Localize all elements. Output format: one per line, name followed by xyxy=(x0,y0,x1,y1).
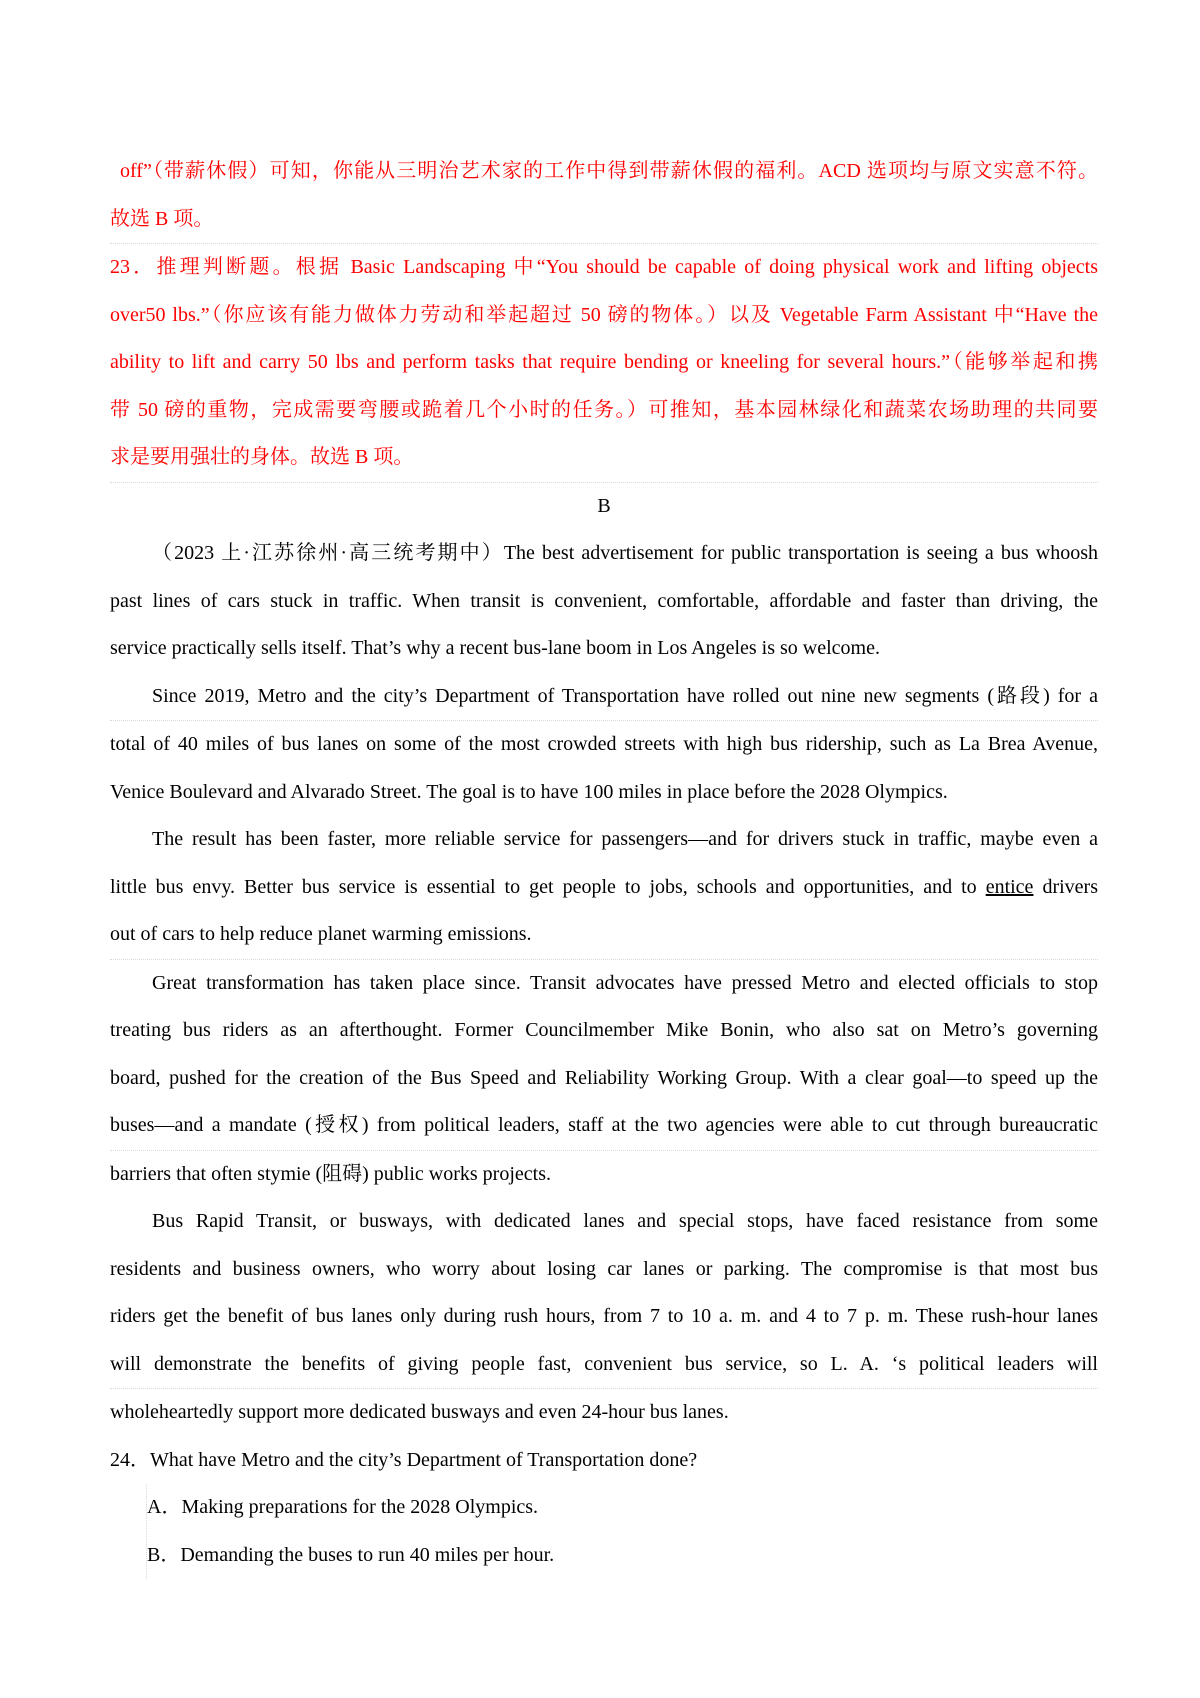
question-24-options xyxy=(146,1484,1098,1579)
passage-p5-line-4: will demonstrate the benefits of giving people fast, convenient bus service, so L. A. ‘s political leaders will xyxy=(110,1341,1098,1390)
passage-p4-line-5: barriers that often stymie (阻碍) public works projects. xyxy=(110,1162,551,1185)
underlined-word-entice: entice xyxy=(985,875,1034,898)
explanation-23-line-4: 带 50 磅的重物，完成需要弯腰或跪着几个小时的任务。）可推知，基本园林绿化和蔬菜农场助理的共同要 xyxy=(110,398,1098,421)
passage-p2-line-1: Since 2019, Metro and the city’s Department of Transportation have rolled out nine new segments (路段) for a xyxy=(110,673,1098,722)
explanation-22-line-2: 故选 B 项。 xyxy=(110,196,1098,245)
passage-p2-line-2: total of 40 miles of bus lanes on some of the most crowded streets with high bus ridership, such as La Brea Avenue, xyxy=(110,733,1098,755)
passage-p5-line-2: residents and business owners, who worry about losing car lanes or parking. The compromise is that most bus xyxy=(110,1257,1098,1280)
question-24-option-b: B．Demanding the buses to run 40 miles per hour. xyxy=(147,1543,555,1566)
passage-p5-line-3: riders get the benefit of bus lanes only during rush hours, from 7 to 10 a. m. and 4 to 7 p. m. These rush-hour lanes xyxy=(110,1305,1098,1327)
passage-p3-line-1: The result has been faster, more reliable service for passengers—and for drivers stuck in traffic, maybe even a xyxy=(152,828,1098,850)
passage-p3-line-3: out of cars to help reduce planet warming emissions. xyxy=(110,911,1098,960)
passage-p5-line-5: wholeheartedly support more dedicated busways and even 24-hour bus lanes. xyxy=(110,1401,729,1423)
passage-p3-line-2 xyxy=(110,864,1098,912)
explanation-23-line-1: 23．推理判断题。根据 Basic Landscaping 中“You should be capable of doing physical work and lifting objects xyxy=(110,256,1098,278)
page-content xyxy=(110,148,1098,1579)
explanation-23-line-2: over50 lbs.”（你应该有能力做体力劳动和举起超过 50 磅的物体。）以及 Vegetable Farm Assistant 中“Have the xyxy=(110,303,1098,326)
passage-p1-line-2: past lines of cars stuck in traffic. When transit is convenient, comfortable, affordable and faster than driving, the xyxy=(110,589,1098,612)
question-24-option-a: A．Making preparations for the 2028 Olympics. xyxy=(147,1496,539,1518)
explanation-23-line-3: ability to lift and carry 50 lbs and perform tasks that require bending or kneeling for several hours.”（能够举起和携 xyxy=(110,351,1098,373)
passage-p4-line-3: board, pushed for the creation of the Bus Speed and Reliability Working Group. With a clear goal—to speed up the xyxy=(110,1066,1098,1089)
passage-p4-line-4: buses—and a mandate (授权) from political leaders, staff at the two agencies were able to cut through bureaucratic xyxy=(110,1102,1098,1151)
passage-heading: B xyxy=(597,494,611,517)
passage-p1-line-1: （2023 上·江苏徐州·高三统考期中）The best advertisement for public transportation is seeing a bus whoosh xyxy=(152,542,1098,564)
passage-p3-line-2-text: little bus envy. Better bus service is essential to get people to jobs, schools and opportunities, and to xyxy=(110,875,986,898)
passage-p4-line-1: Great transformation has taken place since. Transit advocates have pressed Metro and elected officials to stop xyxy=(152,971,1098,994)
passage-p3-line-2-tail: drivers xyxy=(1033,875,1098,898)
passage-p1-line-3: service practically sells itself. That’s why a recent bus-lane boom in Los Angeles is so welcome. xyxy=(110,637,880,659)
passage-p2-line-3: Venice Boulevard and Alvarado Street. The goal is to have 100 miles in place before the 2028 Olympics. xyxy=(110,780,948,803)
question-24-stem: 24．What have Metro and the city’s Department of Transportation done? xyxy=(110,1448,698,1471)
explanation-22-line-1: off”（带薪休假）可知，你能从三明治艺术家的工作中得到带薪休假的福利。ACD 选项均与原文实意不符。 xyxy=(120,160,1098,182)
explanation-23-line-5: 求是要用强壮的身体。故选 B 项。 xyxy=(110,434,1098,483)
passage-p4-line-2: treating bus riders as an afterthought. Former Councilmember Mike Bonin, who also sat on Metro’s governing xyxy=(110,1019,1098,1041)
passage-p5-line-1: Bus Rapid Transit, or busways, with dedicated lanes and special stops, have faced resistance from some xyxy=(152,1210,1098,1232)
